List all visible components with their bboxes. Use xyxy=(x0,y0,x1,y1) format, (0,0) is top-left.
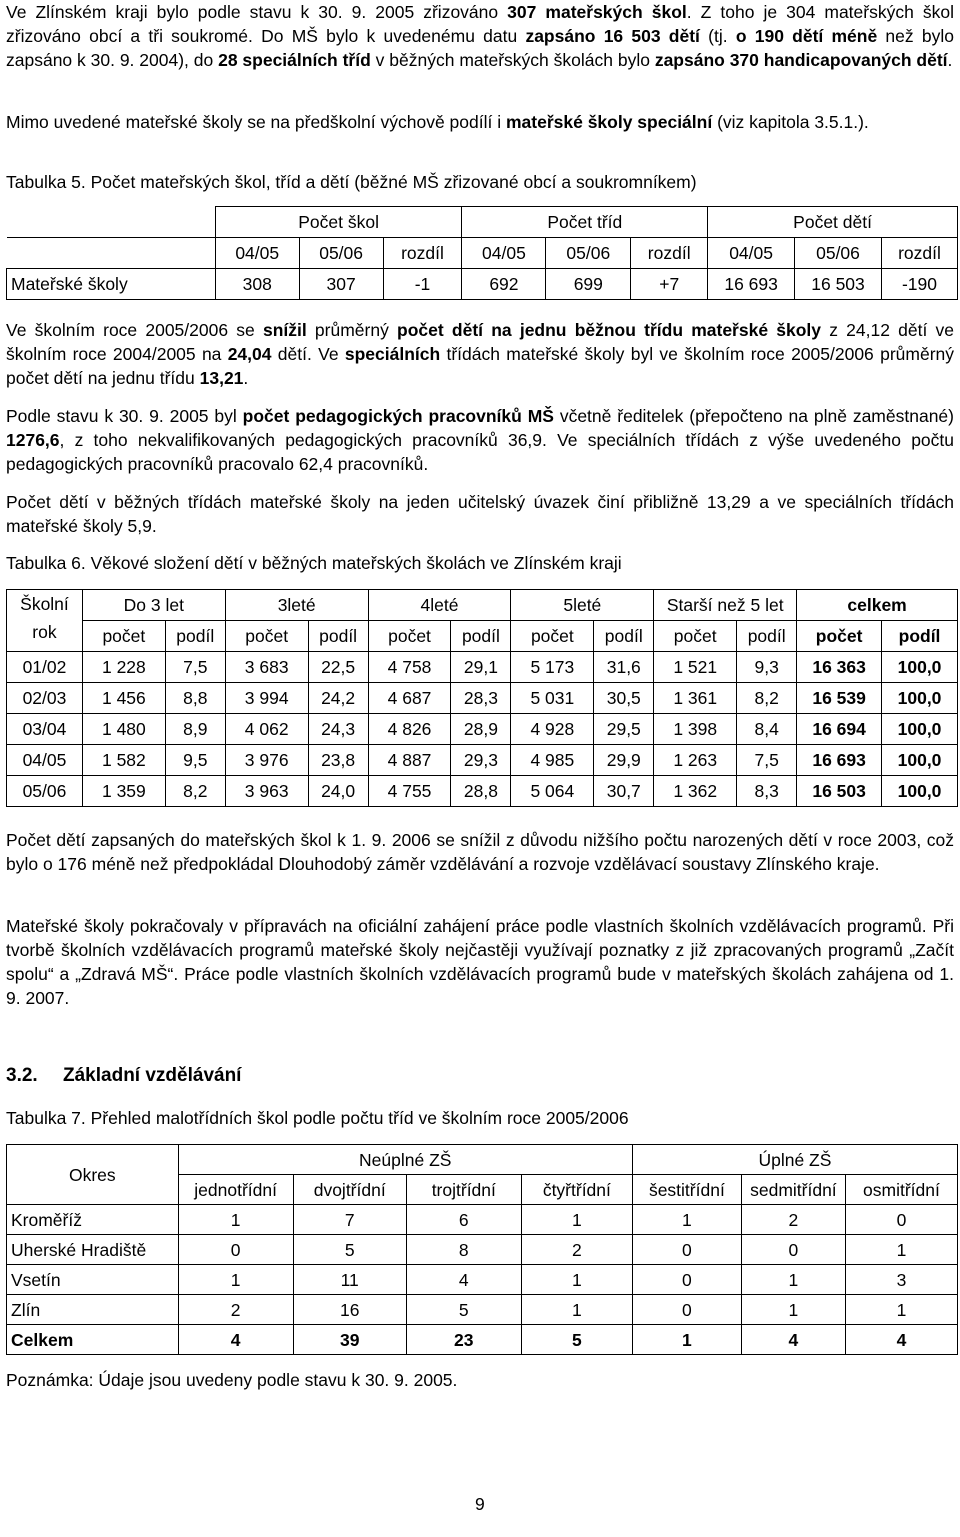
table-cell: 5 064 xyxy=(511,776,594,807)
table-cell: 1 xyxy=(741,1295,845,1325)
table-cell: 11 xyxy=(293,1265,406,1295)
table7-group: Neúplné ZŠ xyxy=(178,1145,632,1175)
table-cell: 100,0 xyxy=(882,683,958,714)
table6-subheader: počet xyxy=(797,621,882,652)
table5-subheader: 04/05 xyxy=(462,238,546,269)
table6-group: Do 3 let xyxy=(82,590,225,621)
table6-subheader: podíl xyxy=(308,621,368,652)
paragraph-school-programs: Mateřské školy pokračovaly v přípravách na oficiální zahájení práce podle vlastních školních vzdělávacích programů. Při tvorbě školních vzdělávacích programů mateřské školy nejčastěji využívají poznatky z již zpracovaných programů „Začít spolu“ a „Zdravá MŠ“. Práce podle vlastních školních vzdělávacích programů bude v mateřských školách zahájena od 1. 9. 2007. xyxy=(6,916,954,1008)
table-row xyxy=(7,1295,958,1325)
table-cell: 1 359 xyxy=(82,776,165,807)
table6-subheader: počet xyxy=(511,621,594,652)
table-cell: 8,2 xyxy=(165,776,225,807)
table7-group: Úplné ZŠ xyxy=(632,1145,957,1175)
table-row xyxy=(7,269,958,300)
table-cell: 3 963 xyxy=(225,776,308,807)
table7-subheader: trojtřídní xyxy=(406,1175,521,1205)
table-row xyxy=(7,1265,958,1295)
table-row xyxy=(7,1235,958,1265)
table7-caption: Tabulka 7. Přehled malotřídních škol podle počtu tříd ve školním roce 2005/2006 xyxy=(6,1108,629,1128)
table7-subheader: sedmitřídní xyxy=(741,1175,845,1205)
table-cell: 4 xyxy=(741,1325,845,1355)
table-cell: 16 363 xyxy=(797,652,882,683)
table-cell: 5 031 xyxy=(511,683,594,714)
table-cell: 1 480 xyxy=(82,714,165,745)
table-cell: -1 xyxy=(383,269,462,300)
paragraph-pedagogical-staff: Podle stavu k 30. 9. 2005 byl počet pedagogických pracovníků MŠ včetně ředitelek (přepočteno na plně zaměstnané) 1276,6, z toho nekvalifikovaných pedagogických pracovníků 36,9. Ve speciálních třídách z výše uvedeného počtu pedagogických pracovníků pracovalo 62,4 pracovníků. xyxy=(6,406,954,474)
table5-subheader: rozdíl xyxy=(383,238,462,269)
table-cell: 1 xyxy=(178,1265,293,1295)
table7-subheader: jednotřídní xyxy=(178,1175,293,1205)
table-row xyxy=(7,776,958,807)
table7-row-okres: Uherské Hradiště xyxy=(7,1235,179,1265)
table-cell: 0 xyxy=(845,1205,957,1235)
table-cell: 1 398 xyxy=(654,714,737,745)
table-row xyxy=(7,714,958,745)
table5 xyxy=(6,206,958,300)
table-cell: 0 xyxy=(741,1235,845,1265)
table-row xyxy=(7,745,958,776)
table5-caption: Tabulka 5. Počet mateřských škol, tříd a dětí (běžné MŠ zřizované obcí a soukromníkem) xyxy=(6,172,697,192)
table-cell: 100,0 xyxy=(882,714,958,745)
table6-subheader-row xyxy=(7,621,958,652)
table-cell: 5 xyxy=(406,1295,521,1325)
table5-row-label: Mateřské školy xyxy=(7,269,216,300)
table-cell: 30,5 xyxy=(594,683,654,714)
table-cell: 1 456 xyxy=(82,683,165,714)
table-cell: 1 582 xyxy=(82,745,165,776)
table-row xyxy=(7,683,958,714)
table-cell: 4 xyxy=(406,1265,521,1295)
table-cell: 0 xyxy=(632,1295,741,1325)
table-cell: 5 173 xyxy=(511,652,594,683)
paragraph-kindergarten-counts: Ve Zlínském kraji bylo podle stavu k 30. 9. 2005 zřizováno 307 mateřských škol. Z toho je 304 mateřských škol zřizováno obcí a tři soukromé. Do MŠ bylo k uvedenému datu zapsáno 16 503 dětí (tj. o 190 dětí méně než bylo zapsáno k 30. 9. 2004), do 28 speciálních tříd v běžných mateřských školách bylo zapsáno 370 handicapovaných dětí. xyxy=(6,2,954,70)
table-cell: 1 xyxy=(632,1325,741,1355)
table-cell: 29,9 xyxy=(594,745,654,776)
table-cell: 2 xyxy=(178,1295,293,1325)
table-cell: 8,9 xyxy=(165,714,225,745)
table-cell: 1 228 xyxy=(82,652,165,683)
table-cell: 4 985 xyxy=(511,745,594,776)
table-cell: 16 693 xyxy=(797,745,882,776)
table-cell: 1 xyxy=(845,1295,957,1325)
table5-subheader: rozdíl xyxy=(631,238,708,269)
table-cell: 1 361 xyxy=(654,683,737,714)
table-cell: 30,7 xyxy=(594,776,654,807)
table-cell: 4 xyxy=(178,1325,293,1355)
table-cell: 16 539 xyxy=(797,683,882,714)
table-cell: 4 755 xyxy=(368,776,451,807)
table-cell: 0 xyxy=(632,1265,741,1295)
table-cell: 3 xyxy=(845,1265,957,1295)
table-cell: 31,6 xyxy=(594,652,654,683)
table-cell: 24,0 xyxy=(308,776,368,807)
table5-subheader: 04/05 xyxy=(215,238,299,269)
table6-subheader: počet xyxy=(82,621,165,652)
table-cell: 1 xyxy=(741,1265,845,1295)
table-cell: 7,5 xyxy=(165,652,225,683)
table6-row-year: 04/05 xyxy=(7,745,83,776)
paragraph-enrolment-2006: Počet dětí zapsaných do mateřských škol k 1. 9. 2006 se snížil z důvodu nižšího počtu narozených dětí v roce 2003, což bylo o 176 méně než předpokládal Dlouhodobý záměr vzdělávání a rozvoje vzdělávací soustavy Zlínského kraje. xyxy=(6,830,954,874)
table6-row-year: 02/03 xyxy=(7,683,83,714)
table-cell: 16 503 xyxy=(797,776,882,807)
table5-group-row xyxy=(7,207,958,238)
table5-subheader-row xyxy=(7,238,958,269)
table-cell: 4 887 xyxy=(368,745,451,776)
table-cell: 1 xyxy=(632,1205,741,1235)
table7-group-row xyxy=(7,1145,958,1175)
table-cell: 1 xyxy=(521,1265,632,1295)
table-cell: 1 xyxy=(845,1235,957,1265)
table-cell: 100,0 xyxy=(882,776,958,807)
table-cell: 23,8 xyxy=(308,745,368,776)
table-cell: 1 521 xyxy=(654,652,737,683)
table-cell: 1 263 xyxy=(654,745,737,776)
table-cell: 39 xyxy=(293,1325,406,1355)
table6-group: 5leté xyxy=(511,590,654,621)
table-cell: 8,3 xyxy=(737,776,797,807)
table-cell: 9,5 xyxy=(165,745,225,776)
table6-row-year: 01/02 xyxy=(7,652,83,683)
table-cell: 7,5 xyxy=(737,745,797,776)
table-cell: 4 062 xyxy=(225,714,308,745)
table5-group: Počet škol xyxy=(215,207,462,238)
table6-subheader: podíl xyxy=(165,621,225,652)
table-cell: 4 928 xyxy=(511,714,594,745)
table-cell: 4 826 xyxy=(368,714,451,745)
table7-row-okres: Vsetín xyxy=(7,1265,179,1295)
table6-group: Starší než 5 let xyxy=(654,590,797,621)
table-cell: 1 xyxy=(521,1295,632,1325)
table6-group: 4leté xyxy=(368,590,511,621)
table-cell: 16 xyxy=(293,1295,406,1325)
table5-subheader: 05/06 xyxy=(299,238,383,269)
table-cell: 4 758 xyxy=(368,652,451,683)
table-cell: 22,5 xyxy=(308,652,368,683)
table-cell: 29,3 xyxy=(451,745,511,776)
paragraph-special-schools: Mimo uvedené mateřské školy se na předškolní výchově podílí i mateřské školy speciální (viz kapitola 3.5.1.). xyxy=(6,112,869,132)
table-cell: 16 693 xyxy=(708,269,795,300)
table-cell: 7 xyxy=(293,1205,406,1235)
table5-corner xyxy=(7,207,216,238)
table-cell: 4 687 xyxy=(368,683,451,714)
table-cell: 24,3 xyxy=(308,714,368,745)
table7-total-row xyxy=(7,1325,958,1355)
table6-group: celkem xyxy=(797,590,958,621)
table-cell: 2 xyxy=(521,1235,632,1265)
table-cell: 308 xyxy=(215,269,299,300)
table7-total-label: Celkem xyxy=(7,1325,179,1355)
table6-subheader: podíl xyxy=(451,621,511,652)
table-cell: 28,9 xyxy=(451,714,511,745)
table5-group: Počet tříd xyxy=(462,207,708,238)
section-heading xyxy=(6,1064,241,1088)
table6-row-year: 05/06 xyxy=(7,776,83,807)
table-cell: 8,8 xyxy=(165,683,225,714)
table6-subheader: podíl xyxy=(882,621,958,652)
table-cell: 1 362 xyxy=(654,776,737,807)
table7 xyxy=(6,1144,958,1355)
table-cell: 100,0 xyxy=(882,652,958,683)
paragraph-children-per-teacher: Počet dětí v běžných třídách mateřské školy na jeden učitelský úvazek činí přibližně 13,29 a ve speciálních třídách mateřské školy 5,9. xyxy=(6,492,954,536)
table-cell: 24,2 xyxy=(308,683,368,714)
table5-subheader: 04/05 xyxy=(708,238,795,269)
table-cell: 5 xyxy=(521,1325,632,1355)
table6-group: 3leté xyxy=(225,590,368,621)
table6-group-row xyxy=(7,590,958,621)
table6-subheader: počet xyxy=(225,621,308,652)
table-cell: 28,3 xyxy=(451,683,511,714)
table-cell: 16 694 xyxy=(797,714,882,745)
table5-subheader: rozdíl xyxy=(881,238,957,269)
paragraph-average-class: Ve školním roce 2005/2006 se snížil průměrný počet dětí na jednu běžnou třídu mateřské školy z 24,12 dětí ve školním roce 2004/2005 na 24,04 dětí. Ve speciálních třídách mateřské školy byl ve školním roce 2005/2006 průměrný počet dětí na jednu třídu 13,21. xyxy=(6,320,955,388)
table-cell: +7 xyxy=(631,269,708,300)
table6-body xyxy=(7,652,958,807)
table7-subheader: osmitřídní xyxy=(845,1175,957,1205)
page-number: 9 xyxy=(475,1494,485,1514)
table7-subheader: čtyřtřídní xyxy=(521,1175,632,1205)
table5-group: Počet dětí xyxy=(708,207,958,238)
table6-subheader: podíl xyxy=(594,621,654,652)
table-cell: 5 xyxy=(293,1235,406,1265)
table-cell: 28,8 xyxy=(451,776,511,807)
table-cell: 9,3 xyxy=(737,652,797,683)
table-cell: 3 683 xyxy=(225,652,308,683)
table-cell: 1 xyxy=(178,1205,293,1235)
section-title: Základní vzdělávání xyxy=(63,1065,242,1086)
table-cell: 23 xyxy=(406,1325,521,1355)
table7-row-okres: Zlín xyxy=(7,1295,179,1325)
table-row xyxy=(7,1205,958,1235)
table-cell: 100,0 xyxy=(882,745,958,776)
table-cell: -190 xyxy=(881,269,957,300)
table-cell: 0 xyxy=(632,1235,741,1265)
table-cell: 6 xyxy=(406,1205,521,1235)
table7-subheader: dvojtřídní xyxy=(293,1175,406,1205)
table-cell: 4 xyxy=(845,1325,957,1355)
table6-subheader: počet xyxy=(654,621,737,652)
table-cell: 8 xyxy=(406,1235,521,1265)
table6-row-year: 03/04 xyxy=(7,714,83,745)
table5-subheader: 05/06 xyxy=(546,238,631,269)
table-cell: 8,4 xyxy=(737,714,797,745)
table-cell: 3 976 xyxy=(225,745,308,776)
table-row xyxy=(7,652,958,683)
table7-corner: Okres xyxy=(7,1145,179,1205)
section-number: 3.2. xyxy=(6,1065,38,1086)
table-cell: 16 503 xyxy=(795,269,882,300)
table-cell: 1 xyxy=(521,1205,632,1235)
table5-subheader: 05/06 xyxy=(795,238,882,269)
table7-note: Poznámka: Údaje jsou uvedeny podle stavu k 30. 9. 2005. xyxy=(6,1370,458,1390)
table6-subheader: podíl xyxy=(737,621,797,652)
table-cell: 699 xyxy=(546,269,631,300)
table-cell: 2 xyxy=(741,1205,845,1235)
table5-corner xyxy=(7,238,216,269)
table-cell: 8,2 xyxy=(737,683,797,714)
table-cell: 29,1 xyxy=(451,652,511,683)
table7-row-okres: Kroměříž xyxy=(7,1205,179,1235)
table-cell: 29,5 xyxy=(594,714,654,745)
table-cell: 692 xyxy=(462,269,546,300)
table6 xyxy=(6,589,958,807)
table6-caption: Tabulka 6. Věkové složení dětí v běžných mateřských školách ve Zlínském kraji xyxy=(6,553,622,573)
table-cell: 307 xyxy=(299,269,383,300)
table-cell: 3 994 xyxy=(225,683,308,714)
table7-body xyxy=(7,1205,958,1355)
table7-subheader: šestitřídní xyxy=(632,1175,741,1205)
table6-subheader: počet xyxy=(368,621,451,652)
table-cell: 0 xyxy=(178,1235,293,1265)
table6-corner: Školní rok xyxy=(7,590,83,652)
